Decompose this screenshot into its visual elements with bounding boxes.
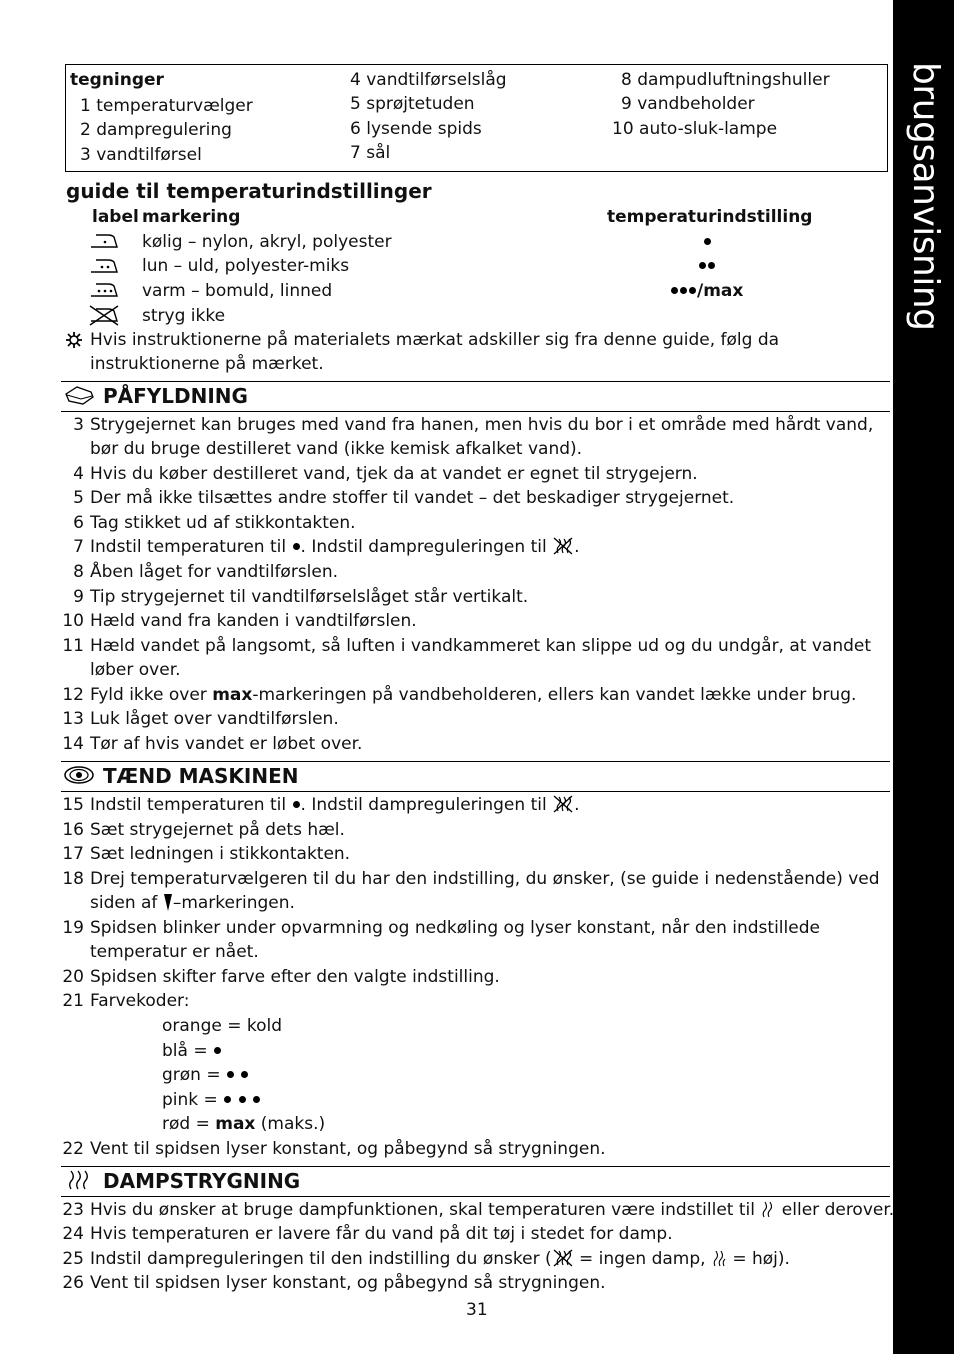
list-item: 24 Hvis temperaturen er lavere får du vand på dit tøj i stedet for damp. [62,1224,673,1244]
color-code: blå = [162,1039,222,1063]
list-item: 25 Indstil dampreguleringen til den indstilling du ønsker ( = ingen damp, = høj). [62,1249,790,1269]
steam-low-icon [760,1199,776,1219]
part-item: 7 sål [350,143,391,163]
temp-setting-dots: /max [670,279,743,303]
iron-one-dot-icon [88,231,120,251]
list-item: 12 Fyld ikke over max-markeringen på vandbeholderen, ellers kan vandet lække under brug. [62,685,857,705]
section-rule [61,411,890,412]
list-item: 10 Hæld vand fra kanden i vandtilførslen. [62,611,417,631]
no-steam-icon [552,536,574,556]
temp-setting-dots [698,254,716,278]
list-item: 26 Vent til spidsen lyser konstant, og påbegynd så strygningen. [62,1273,606,1293]
sidebar-title: brugsanvisning [905,62,946,331]
section-title-steam: DAMPSTRYGNING [103,1169,301,1193]
list-item: 18 Drej temperaturvælgeren til du har den indstilling, du ønsker, (se guide i nedenstående) ved [62,869,880,889]
color-code: pink = [162,1088,261,1112]
part-item: 3 vandtilførsel [80,145,202,165]
list-item: 21 Farvekoder: [62,991,190,1011]
list-item: 23 Hvis du ønsker at bruge dampfunktionen, skal temperaturen være indstillet til eller derover. [62,1200,895,1220]
temp-setting-dots [703,230,712,254]
list-item: bør du bruge destilleret vand (ikke kemisk afkalket vand). [90,439,583,459]
list-item: 20 Spidsen skifter farve efter den valgte indstilling. [62,967,500,987]
section-rule [61,381,890,382]
part-item: 8 dampudluftningshuller [621,70,830,90]
list-item: 15 Indstil temperaturen til . Indstil dampreguleringen til . [62,795,580,815]
guide-row-text: kølig – nylon, akryl, polyester [142,232,392,252]
section-rule [61,1196,890,1197]
section-title-on: TÆND MASKINEN [103,764,299,788]
guide-note: instruktionerne på mærket. [90,354,324,374]
guide-note: Hvis instruktionerne på materialets mærkat adskiller sig fra denne guide, følg da [90,330,780,350]
marker-triangle-icon [163,892,173,912]
list-item: 22 Vent til spidsen lyser konstant, og påbegynd så strygningen. [62,1139,606,1159]
sun-note-icon [65,331,83,349]
iron-crossed-icon [86,304,122,326]
part-item: 4 vandtilførselslåg [350,70,507,90]
parts-heading: tegninger [70,70,164,90]
list-item: løber over. [90,660,181,680]
list-item: temperatur er nået. [90,942,259,962]
list-item: 8 Åben låget for vandtilførslen. [73,562,339,582]
list-item: 19 Spidsen blinker under opvarmning og nedkøling og lyser konstant, når den indstillede [62,918,820,938]
guide-row-text: varm – bomuld, linned [142,281,333,301]
steam-icon [63,1168,93,1192]
guide-title: guide til temperaturindstillinger [66,179,432,203]
part-item: 10 auto-sluk-lampe [612,119,778,139]
section-rule [61,1166,890,1167]
list-item: 11 Hæld vandet på langsomt, så luften i vandkammeret kan slippe ud og du undgår, at vandet [62,636,872,656]
part-item: 6 lysende spids [350,119,482,139]
color-code: rød = max (maks.) [162,1114,326,1134]
list-item: 16 Sæt strygejernet på dets hæl. [62,820,345,840]
color-code: grøn = [162,1063,249,1087]
list-item: 17 Sæt ledningen i stikkontakten. [62,844,351,864]
eye-icon [63,764,95,786]
list-item: 3 Strygejernet kan bruges med vand fra hanen, men hvis du bor i et område med hårdt vand, [73,415,874,435]
steam-high-icon [711,1248,727,1268]
part-item: 1 temperaturvælger [80,96,253,116]
list-item: 5 Der må ikke tilsættes andre stoffer til vandet – det beskadiger strygejernet. [73,488,735,508]
temp-dot [293,543,300,550]
guide-row-text: stryg ikke [142,306,226,326]
part-item: 2 dampregulering [80,120,232,140]
guide-row-text: lun – uld, polyester-miks [142,256,350,276]
color-code: orange = kold [162,1016,283,1036]
list-item: 6 Tag stikket ud af stikkontakten. [73,513,356,533]
list-item: siden af –markeringen. [90,893,295,913]
iron-two-dot-icon [88,256,120,276]
list-item: 4 Hvis du køber destilleret vand, tjek da at vandet er egnet til strygejern. [73,464,698,484]
part-item: 9 vandbeholder [621,94,755,114]
no-steam-icon [552,794,574,814]
section-rule [61,761,890,762]
water-jug-icon [63,384,95,408]
iron-three-dot-icon [88,280,120,300]
no-steam-icon [552,1248,574,1268]
list-item: 9 Tip strygejernet til vandtilførselslåget står vertikalt. [73,587,529,607]
list-item: 13 Luk låget over vandtilførslen. [62,709,339,729]
list-item: 7 Indstil temperaturen til . Indstil dampreguleringen til . [73,537,580,557]
temp-dot [293,801,300,808]
page-number: 31 [466,1300,488,1320]
guide-col-label: label [92,207,139,227]
part-item: 5 sprøjtetuden [350,94,475,114]
section-title-fill: PÅFYLDNING [103,384,248,408]
list-item: 14 Tør af hvis vandet er løbet over. [62,734,363,754]
section-rule [61,791,890,792]
guide-col-marking: markering [142,207,241,227]
guide-col-temp: temperaturindstilling [607,207,813,227]
